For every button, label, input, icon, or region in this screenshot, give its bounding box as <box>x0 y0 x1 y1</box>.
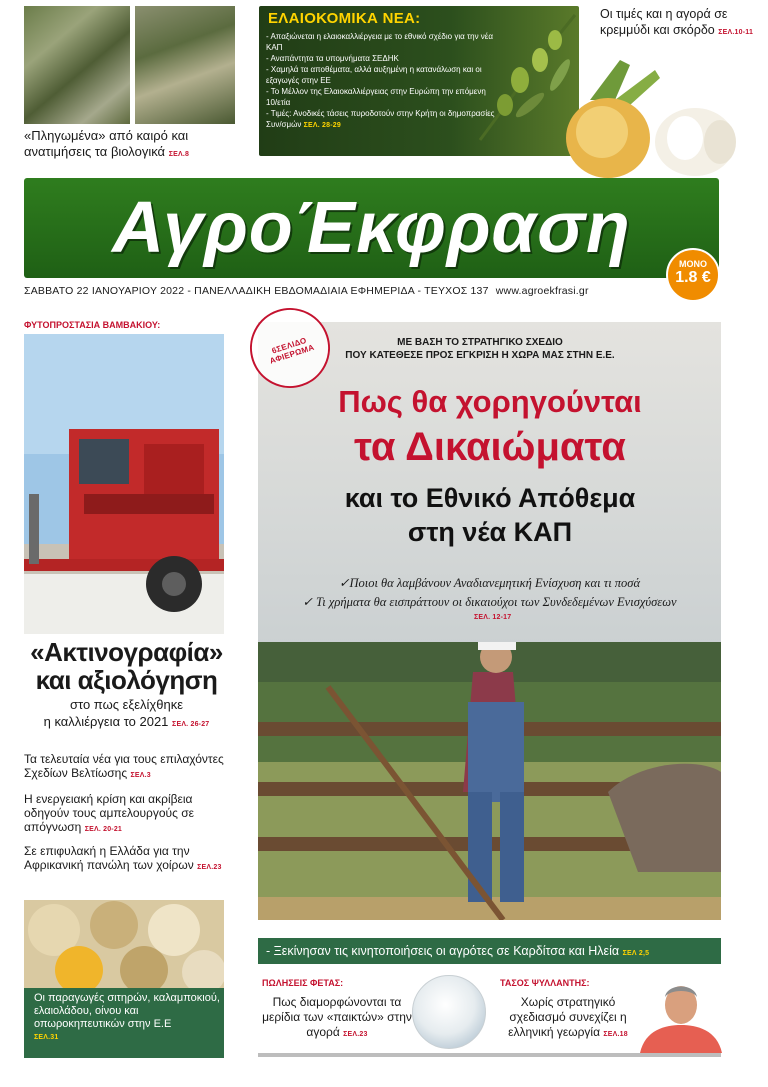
kicker-line1: ΜΕ ΒΑΣΗ ΤΟ ΣΤΡΑΤΗΓΙΚΟ ΣΧΕΔΙΟ <box>397 337 563 348</box>
olive-news-item: - Χαμηλά τα αποθέματα, αλλά αυξημένη η κατανάλωση και οι εξαγωγές στην ΕΕ <box>266 65 482 85</box>
price-value: 1.8 € <box>675 269 711 286</box>
main-headline-line1[interactable]: Πως θα χορηγούνται <box>338 384 642 419</box>
feta-teaser[interactable] <box>262 995 412 1042</box>
cotton-subhead-line2 <box>24 713 229 733</box>
olive-orchard-photo-left <box>24 6 130 124</box>
news-item-energy-crisis[interactable] <box>24 792 229 837</box>
feta-products-photo <box>412 975 486 1049</box>
protests-news-text: - Ξεκίνησαν τις κινητοποιήσεις οι αγρότες σε Καρδίτσα και Ηλεία <box>266 944 620 958</box>
main-story-bullet: ✓Ποιοι θα λαμβάνουν Αναδιανεμητική Ενίσχυση και τι ποσά <box>338 576 641 590</box>
olive-news-item: - Αναπάντητα τα υπομνήματα ΣΕΔΗΚ <box>266 54 399 63</box>
protests-news-bar[interactable] <box>258 938 721 964</box>
cotton-headline[interactable] <box>24 638 229 694</box>
tasos-portrait-photo <box>640 975 722 1053</box>
feta-section-label: ΠΩΛΗΣΕΙΣ ΦΕΤΑΣ: <box>262 978 344 988</box>
onion-garlic-illustration <box>560 60 760 180</box>
price-badge <box>666 248 720 302</box>
news-item-page: ΣΕΛ.23 <box>197 864 222 871</box>
cotton-subhead-page: ΣΕΛ. 26-27 <box>172 721 210 728</box>
news-item-text: Σε επιφυλακή η Ελλάδα για την Αφρικανική πανώλη των χοίρων <box>24 844 194 872</box>
price-label: ΜΟΝΟ <box>679 259 707 269</box>
olive-news-page: ΣΕΛ. 28-29 <box>303 122 341 129</box>
onion-garlic-teaser-page: ΣΕΛ.10-11 <box>718 29 754 36</box>
olive-news-item-text: - Τιμές: Ανοδικές τάσεις πυροδοτούν στην Κρήτη οι δημοπρασίες Συν/σμών <box>266 109 495 129</box>
feta-teaser-page: ΣΕΛ.23 <box>343 1031 368 1038</box>
onion-garlic-teaser[interactable] <box>600 6 765 41</box>
farmer-donkey-photo <box>258 642 721 920</box>
olive-news-item: - Απαξιώνεται η ελαιοκαλλιέργεια με το εθνικό σχέδιο για την νέα ΚΑΠ <box>266 32 493 52</box>
olive-news-list <box>266 31 496 131</box>
protests-news-page: ΣΕΛ 2,5 <box>622 950 650 957</box>
main-story-bullet: ✓ Τι χρήματα θα εισπράττουν οι δικαιούχοι των Συνδεδεμένων Ενισχύσεων <box>302 595 677 609</box>
grain-production-text: Οι παραγωγές σιτηρών, καλαμποκιού, ελαιολάδου, οίνου και οπωροκηπευτικών στην Ε.Ε <box>34 992 220 1030</box>
tasos-teaser-text: Χωρίς στρατηγικό σχεδιασμό συνεχίζει η ελληνική γεωργία <box>508 995 627 1039</box>
olive-news-item <box>266 108 496 131</box>
grain-production-box[interactable] <box>24 900 224 1058</box>
cotton-subhead-line2-text: η καλλιέργεια το 2021 <box>43 714 169 729</box>
tasos-section-label: ΤΑΣΟΣ ΨΥΛΛΑΝΤΗΣ: <box>500 978 590 988</box>
newspaper-title[interactable]: ΑγροΈκφραση <box>112 188 631 268</box>
main-story-kicker <box>300 336 660 362</box>
grain-production-text-block <box>34 992 220 1044</box>
cotton-subhead-line1: στο πως εξελίχθηκε <box>69 697 183 712</box>
cotton-headline-line1: «Ακτινογραφία» <box>30 637 223 667</box>
news-item-improvement-plans[interactable] <box>24 752 229 783</box>
feta-teaser-text: Πως διαμορφώνονται τα μερίδια των «παικτών» στην αγορά <box>262 995 412 1039</box>
olive-news-title: ΕΛΑΙΟΚΟΜΙΚΑ ΝΕΑ: <box>268 10 421 27</box>
kicker-line2: ΠΟΥ ΚΑΤΕΘΕΣΕ ΠΡΟΣ ΕΓΚΡΙΣΗ Η ΧΩΡΑ ΜΑΣ ΣΤΗΝ Ε.Ε. <box>345 350 615 361</box>
grain-production-page: ΣΕΛ.31 <box>34 1034 59 1041</box>
olive-orchard-photo-right <box>135 6 235 124</box>
main-story-page: ΣΕΛ. 12-17 <box>474 614 512 621</box>
tasos-teaser[interactable] <box>498 995 638 1042</box>
onion-garlic-teaser-text: Οι τιμές και η αγορά σε κρεμμύδι και σκόρδο <box>600 7 728 37</box>
organic-teaser[interactable] <box>24 128 254 163</box>
website-link[interactable]: www.agroekfrasi.gr <box>495 285 589 297</box>
cotton-subhead <box>24 696 229 733</box>
olive-news-item: - Το Μέλλον της Ελαιοκαλλιέργειας στην Ευρώπη την επόμενη 10/ετία <box>266 87 486 107</box>
main-headline-line2[interactable]: τα Δικαιώματα <box>354 425 626 469</box>
grains-photo <box>24 900 224 988</box>
tasos-teaser-page: ΣΕΛ.18 <box>603 1031 628 1038</box>
news-item-text: Τα τελευταία νέα για τους επιλαχόντες Σχεδίων Βελτίωσης <box>24 752 224 780</box>
news-item-swine-fever[interactable] <box>24 844 229 875</box>
cotton-section-label: ΦΥΤΟΠΡΟΣΤΑΣΙΑ ΒΑΜΒΑΚΙΟΥ: <box>24 320 161 330</box>
organic-teaser-page: ΣΕΛ.8 <box>168 151 190 158</box>
cotton-harvester-photo <box>24 334 224 634</box>
main-headline-line4[interactable]: στη νέα ΚΑΠ <box>407 517 573 547</box>
news-item-page: ΣΕΛ.3 <box>130 772 151 779</box>
cotton-headline-line2: και αξιολόγηση <box>35 665 218 695</box>
bottom-divider <box>258 1053 721 1057</box>
issue-info-line <box>24 285 664 297</box>
news-item-text: Η ενεργειακή κρίση και ακρίβεια οδηγούν τους αμπελουργούς σε απόγνωση <box>24 792 194 834</box>
main-headline-line3[interactable]: και το Εθνικό Απόθεμα <box>344 483 636 513</box>
special-feature-stamp-text: 6ΣΕΛΙΔΟ ΑΦΙΕΡΩΜΑ <box>268 335 316 366</box>
issue-date-text: ΣΑΒΒΑΤΟ 22 ΙΑΝΟΥΑΡΙΟΥ 2022 - ΠΑΝΕΛΛΑΔΙΚΗ ΕΒΔΟΜΑΔΙΑΙΑ ΕΦΗΜΕΡΙΔΑ - ΤΕΥΧΟΣ 137 <box>24 285 489 297</box>
news-item-page: ΣΕΛ. 20-21 <box>84 826 123 833</box>
organic-teaser-text: «Πληγωμένα» από καιρό και ανατιμήσεις τα βιολογικά <box>24 128 189 159</box>
